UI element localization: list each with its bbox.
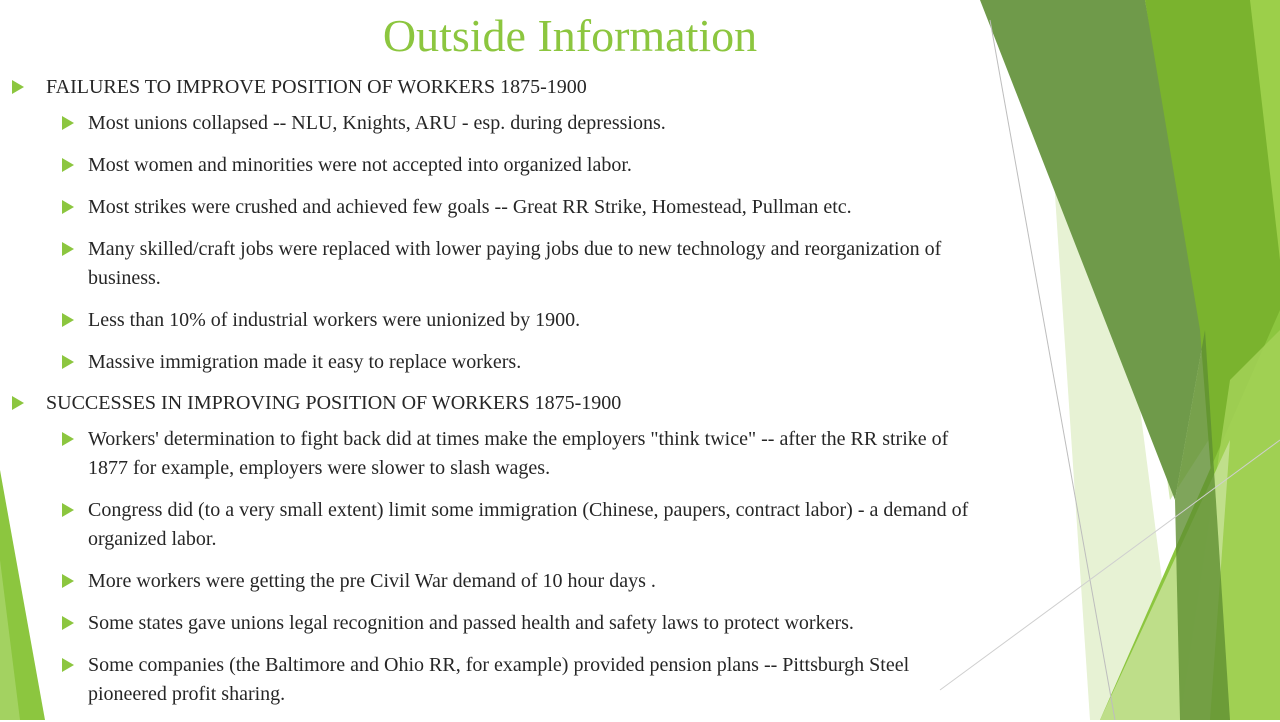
triangle-bullet-icon [12, 80, 24, 94]
triangle-bullet-icon [62, 158, 74, 172]
list-item [54, 496, 992, 554]
list-item-text: Many skilled/craft jobs were replaced with lower paying jobs due to new technology and reorganization of business. [88, 238, 942, 289]
list-item [54, 609, 992, 638]
section-heading-successes [12, 390, 992, 416]
list-item-text: Congress did (to a very small extent) limit some immigration (Chinese, paupers, contract labor) - a demand of organized labor. [88, 499, 969, 550]
list-item-text: Some companies (the Baltimore and Ohio RR, for example) provided pension plans -- Pittsburgh Steel pioneered profit sharing. [88, 654, 910, 705]
triangle-bullet-icon [62, 200, 74, 214]
list-item [54, 235, 992, 293]
list-item [54, 109, 992, 138]
list-item [54, 348, 992, 377]
list-item [54, 306, 992, 335]
section-heading-text: FAILURES TO IMPROVE POSITION OF WORKERS 1875-1900 [46, 76, 587, 98]
list-item [54, 425, 992, 483]
list-item-text: Massive immigration made it easy to replace workers. [88, 351, 522, 373]
section-heading-text: SUCCESSES IN IMPROVING POSITION OF WORKERS 1875-1900 [46, 392, 622, 414]
triangle-bullet-icon [62, 116, 74, 130]
triangle-bullet-icon [62, 574, 74, 588]
triangle-bullet-icon [62, 432, 74, 446]
list-item [54, 151, 992, 180]
list-item-text: Some states gave unions legal recognition and passed health and safety laws to protect workers. [88, 612, 854, 634]
list-item [54, 567, 992, 596]
triangle-bullet-icon [62, 503, 74, 517]
triangle-bullet-icon [62, 355, 74, 369]
triangle-bullet-icon [62, 658, 74, 672]
list-item [54, 651, 992, 709]
list-item-text: Less than 10% of industrial workers were unionized by 1900. [88, 309, 581, 331]
slide-content [12, 70, 992, 722]
slide-title: Outside Information [382, 10, 758, 61]
section-heading-failures [12, 74, 992, 100]
list-item [54, 193, 992, 222]
triangle-bullet-icon [62, 242, 74, 256]
list-item-text: Most strikes were crushed and achieved few goals -- Great RR Strike, Homestead, Pullman etc. [88, 196, 852, 218]
list-item-text: Workers' determination to fight back did at times make the employers "think twice" -- after the RR strike of 1877 for example, employers were slower to slash wages. [88, 428, 949, 479]
list-item-text: Most women and minorities were not accepted into organized labor. [88, 154, 632, 176]
triangle-bullet-icon [12, 396, 24, 410]
triangle-bullet-icon [62, 616, 74, 630]
list-item-text: More workers were getting the pre Civil War demand of 10 hour days . [88, 570, 656, 592]
list-item-text: Most unions collapsed -- NLU, Knights, ARU - esp. during depressions. [88, 112, 666, 134]
triangle-bullet-icon [62, 313, 74, 327]
